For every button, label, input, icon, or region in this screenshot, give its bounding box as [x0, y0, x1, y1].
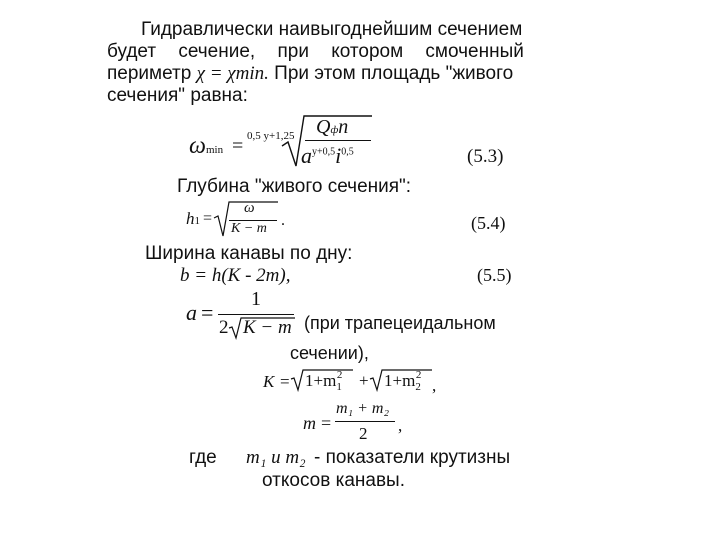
comma: ,: [398, 416, 403, 435]
m1-m2-vars: m₁ и m₂: [246, 447, 306, 468]
equals-sign: =: [321, 413, 332, 433]
root-index: 0,5 y+1,25: [247, 130, 295, 142]
fraction-bar-m: [335, 421, 395, 422]
term-one-plus-m1: $1+m_1^2$: [305, 369, 343, 393]
numerator-one: 1: [251, 288, 261, 310]
term-one-plus-m2: $1+m_2^2$: [384, 369, 422, 393]
intro-line-3-end: При этом площадь "живого: [274, 63, 514, 84]
period: .: [281, 212, 285, 229]
comma: ,: [432, 376, 437, 395]
equation-number-5-4: (5.4): [471, 213, 506, 233]
plus-sign: +: [359, 371, 369, 390]
denominator-two: 2: [359, 424, 368, 443]
omega-min-symbol: ωmin: [189, 133, 224, 159]
slope-indicators-text: - показатели крутизны: [314, 447, 511, 468]
intro-line-1-text: Гидравлически наивыгоднейшим сечением: [141, 19, 523, 40]
equals-sign: =: [201, 300, 214, 325]
fraction-bar-a: [218, 314, 294, 315]
width-heading: Ширина канавы по дну:: [145, 243, 353, 264]
denominator-k-minus-m: K − m: [231, 221, 267, 236]
equals-sign: =: [203, 210, 213, 227]
fraction-bar-5-3: [305, 140, 371, 141]
chi-min-formula: χ = χmin.: [196, 63, 269, 84]
intro-line-2-text: будет сечение, при котором смоченный: [107, 41, 524, 62]
numerator-m1-plus-m2: m₁ + m₂: [336, 400, 390, 417]
equation-number-5-5: (5.5): [477, 265, 512, 285]
section-note: сечении),: [290, 343, 369, 363]
equation-number-5-3: (5.3): [467, 146, 504, 167]
intro-line-3-start: периметр: [107, 63, 192, 84]
numerator-omega: ω: [244, 200, 255, 216]
channel-slopes-text: откосов канавы.: [262, 470, 405, 491]
denominator-a: $a^{y+0,5}i^{0,5}$: [301, 143, 354, 168]
denominator-k-minus-m: K − m: [243, 317, 292, 338]
h1-symbol: h1: [186, 209, 200, 228]
intro-paragraph: [107, 19, 561, 107]
a-symbol: a: [186, 300, 197, 325]
m-symbol: m: [303, 413, 316, 433]
denominator-two: 2: [219, 317, 229, 338]
intro-line-3: [107, 63, 561, 85]
numerator-q: Qфn: [316, 116, 349, 138]
k-symbol: K: [263, 372, 275, 391]
equals-sign: =: [280, 372, 290, 391]
width-formula: b = h(K - 2m),: [180, 265, 291, 286]
equals-sign: =: [232, 135, 244, 157]
where-word: где: [189, 447, 217, 468]
intro-line-4-text: сечения" равна:: [107, 85, 248, 106]
trapezoid-note: (при трапецеидальном: [304, 313, 496, 333]
intro-line-4: [107, 85, 561, 107]
intro-line-2: [107, 41, 561, 63]
depth-heading: Глубина "живого сечения":: [177, 176, 412, 197]
intro-line-1: [107, 19, 561, 41]
